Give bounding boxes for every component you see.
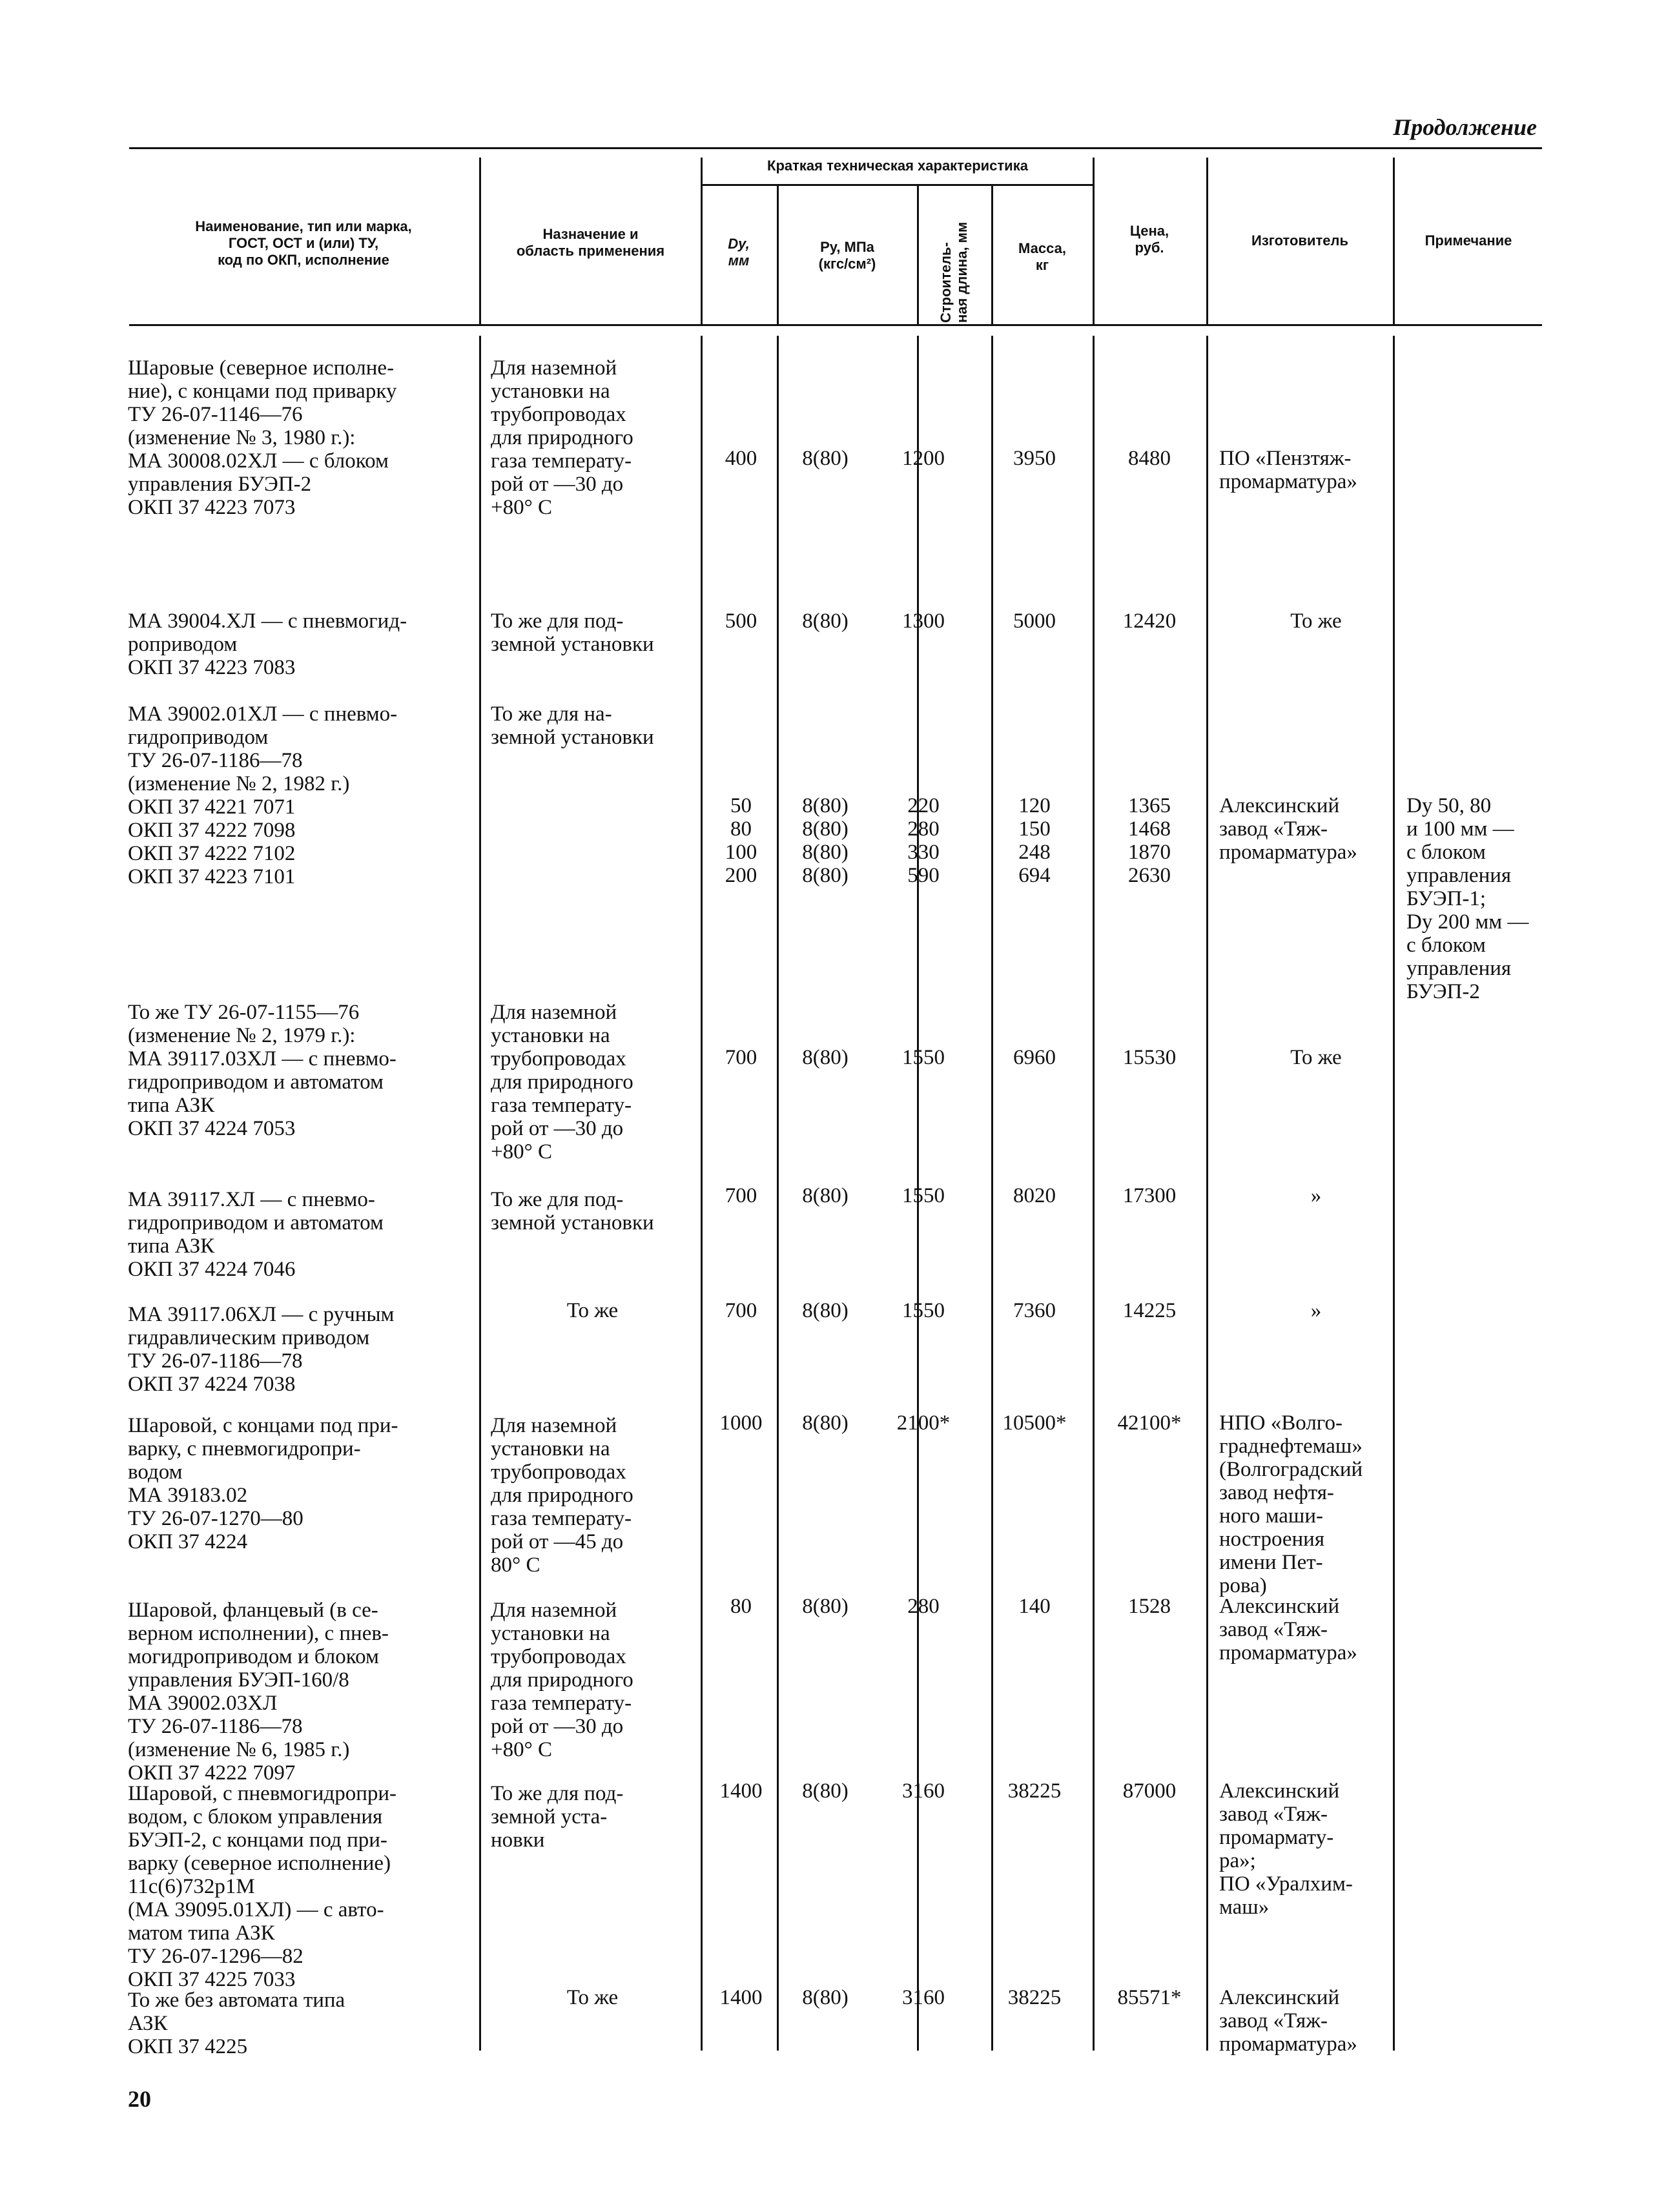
row-name: То же без автомата типа АЗК ОКП 37 4225 xyxy=(128,1989,345,2058)
header-divider xyxy=(917,184,919,324)
row-dy: 1400 xyxy=(719,1779,763,1803)
row-dy: 400 xyxy=(725,447,757,470)
header-price: Цена, руб. xyxy=(1129,223,1169,256)
row-mass: 3950 xyxy=(1013,447,1056,470)
row-dy: 700 xyxy=(725,1046,757,1069)
row-price: 1365 1468 1870 2630 xyxy=(1128,794,1171,887)
row-mass: 120 150 248 694 xyxy=(1018,794,1051,887)
row-py: 8(80) xyxy=(802,1046,849,1069)
row-manufacturer: Алексинский завод «Тяж- промарматура» xyxy=(1219,1986,1357,2056)
row-manufacturer: Алексинский завод «Тяж- промарматура» xyxy=(1219,1595,1357,1664)
header-top-rule xyxy=(129,147,1542,149)
row-name: Шаровой, с концами под при- варку, с пневмогидропри- водом МА 39183.02 ТУ 26-07-1270—80 ОКП 37 4224 xyxy=(128,1414,398,1553)
row-manufacturer: Алексинский завод «Тяж- промарматура» xyxy=(1219,794,1357,864)
header-note: Примечание xyxy=(1425,232,1512,249)
row-mass: 38225 xyxy=(1007,1986,1062,2009)
row-mass: 5000 xyxy=(1013,609,1056,633)
header-bottom-rule xyxy=(129,324,1542,326)
row-dy: 700 xyxy=(725,1184,757,1207)
column-divider xyxy=(479,336,481,2051)
header-divider xyxy=(479,158,481,324)
row-mass: 6960 xyxy=(1013,1046,1056,1069)
row-name: Шаровой, фланцевый (в се- верном исполнении), с пнев- могидроприводом и блоком управления БУЭП-160/8 МА 39002.03ХЛ ТУ 26-07-1186—78 (изменение № 6, 1985 г.) ОКП 37 4222 7097 xyxy=(128,1599,389,1785)
row-purpose: То же для на- земной установки xyxy=(491,702,654,749)
header-purpose: Назначение и область применения xyxy=(516,226,665,259)
row-py: 8(80) xyxy=(802,1184,849,1207)
row-purpose: То же xyxy=(566,1299,619,1322)
row-name: Шаровой, с пневмогидропри- водом, с блоком управления БУЭП-2, с концами под при- варку (северное исполнение) 11с(6)732р1М (МА 39095.01ХЛ) — с авто- матом типа АЗК ТУ 26-07-1296—82 ОКП 37 4225 7033 xyxy=(128,1782,397,1991)
row-price: 85571* xyxy=(1117,1986,1182,2009)
row-length: 1550 xyxy=(902,1184,945,1207)
row-length: 1550 xyxy=(902,1046,945,1069)
continuation-label: Продолжение xyxy=(1393,114,1537,140)
row-price: 17300 xyxy=(1122,1184,1177,1207)
row-purpose: То же для под- земной установки xyxy=(491,1188,654,1234)
row-purpose: Для наземной установки на трубопроводах для природного газа температу- рой от —30 до +80° С xyxy=(491,356,633,519)
row-py: 8(80) xyxy=(802,1411,849,1435)
row-mass: 38225 xyxy=(1007,1779,1062,1803)
row-price: 87000 xyxy=(1122,1779,1177,1803)
row-manufacturer: Алексинский завод «Тяж- промармату- ра»; ПО «Уралхим- маш» xyxy=(1219,1779,1353,1919)
row-note: Dу 50, 80 и 100 мм — с блоком управления БУЭП-1; Dу 200 мм — с блоком управления БУЭП-2 xyxy=(1406,794,1529,1003)
row-manufacturer: ПО «Пензтяж- промарматура» xyxy=(1219,447,1357,493)
row-manufacturer: То же xyxy=(1290,609,1342,633)
header-mass: Масса, кг xyxy=(1018,240,1066,273)
row-py: 8(80) xyxy=(802,1299,849,1322)
row-mass: 7360 xyxy=(1013,1299,1056,1322)
row-py: 8(80) xyxy=(802,1986,849,2009)
row-length: 1200 xyxy=(902,447,945,470)
row-manufacturer: » xyxy=(1310,1184,1322,1207)
page-number: 20 xyxy=(128,2086,151,2112)
row-py: 8(80) xyxy=(802,447,849,470)
row-purpose: То же для под- земной установки xyxy=(491,609,654,656)
row-purpose: Для наземной установки на трубопроводах для природного газа температу- рой от —30 до +80° С xyxy=(491,1599,633,1761)
row-price: 1528 xyxy=(1128,1595,1171,1618)
row-purpose: Для наземной установки на трубопроводах для природного газа температу- рой от —30 до +80° С xyxy=(491,1001,633,1163)
row-name: Шаровые (северное исполне- ние), с концами под приварку ТУ 26-07-1146—76 (изменение № 3, 1980 г.): МА 30008.02ХЛ — с блоком управления БУЭП-2 ОКП 37 4223 7073 xyxy=(128,356,397,519)
header-name: Наименование, тип или марка, ГОСТ, ОСТ и (или) ТУ, код по ОКП, исполнение xyxy=(195,218,412,268)
header-brief-spec: Краткая техническая характеристика xyxy=(767,158,1028,174)
row-name: То же ТУ 26-07-1155—76 (изменение № 2, 1979 г.): МА 39117.03ХЛ — с пневмо- гидроприводом и автоматом типа АЗК ОКП 37 4224 7053 xyxy=(128,1001,396,1140)
row-py: 8(80) 8(80) 8(80) 8(80) xyxy=(802,794,849,887)
row-price: 14225 xyxy=(1122,1299,1177,1322)
row-dy: 700 xyxy=(725,1299,757,1322)
row-manufacturer: НПО «Волго- граднефтемаш» (Волгоградский завод нефтя- ного маши- ностроения имени Пет- рова) xyxy=(1219,1411,1363,1597)
row-length: 280 xyxy=(907,1595,940,1618)
row-manufacturer: То же xyxy=(1290,1046,1342,1069)
header-dy: Dу, мм xyxy=(728,236,750,269)
row-py: 8(80) xyxy=(802,1595,849,1618)
spec-group-rule xyxy=(701,184,1093,186)
header-manufacturer: Изготовитель xyxy=(1251,232,1348,249)
header-divider xyxy=(1206,158,1208,324)
row-py: 8(80) xyxy=(802,609,849,633)
column-divider xyxy=(1206,336,1208,2051)
row-name: МА 39004.ХЛ — с пневмогид- роприводом ОКП 37 4223 7083 xyxy=(128,609,407,679)
row-purpose: То же для под- земной уста- новки xyxy=(491,1782,624,1852)
row-manufacturer: » xyxy=(1310,1299,1322,1322)
row-dy: 1000 xyxy=(719,1411,763,1435)
row-price: 12420 xyxy=(1122,609,1177,633)
row-mass: 8020 xyxy=(1013,1184,1056,1207)
row-name: МА 39117.06ХЛ — с ручным гидравлическим приводом ТУ 26-07-1186—78 ОКП 37 4224 7038 xyxy=(128,1303,395,1396)
row-purpose: То же xyxy=(566,1986,619,2009)
row-price: 8480 xyxy=(1128,447,1171,470)
row-price: 42100* xyxy=(1117,1411,1182,1435)
row-purpose: Для наземной установки на трубопроводах для природного газа температу- рой от —45 до 80° С xyxy=(491,1414,633,1577)
header-length: Строитель- ная длина, мм xyxy=(938,221,970,323)
row-length: 3160 xyxy=(902,1779,945,1803)
row-length: 2100* xyxy=(896,1411,951,1435)
row-length: 1300 xyxy=(902,609,945,633)
row-name: МА 39117.ХЛ — с пневмо- гидроприводом и автоматом типа АЗК ОКП 37 4224 7046 xyxy=(128,1188,384,1281)
row-dy: 80 xyxy=(730,1595,752,1618)
row-mass: 10500* xyxy=(1002,1411,1067,1435)
row-price: 15530 xyxy=(1122,1046,1177,1069)
row-length: 220 280 330 590 xyxy=(907,794,940,887)
row-mass: 140 xyxy=(1018,1595,1051,1618)
row-dy: 500 xyxy=(725,609,757,633)
row-dy: 1400 xyxy=(719,1986,763,2009)
row-length: 1550 xyxy=(902,1299,945,1322)
header-py: Pу, МПа (кгс/см²) xyxy=(818,239,876,272)
row-length: 3160 xyxy=(902,1986,945,2009)
row-dy: 50 80 100 200 xyxy=(725,794,757,887)
row-name: МА 39002.01ХЛ — с пневмо- гидроприводом ТУ 26-07-1186—78 (изменение № 2, 1982 г.) ОКП 37 4221 7071 ОКП 37 4222 7098 ОКП 37 4222 7102 ОКП 37 4223 7101 xyxy=(128,702,398,888)
row-py: 8(80) xyxy=(802,1779,849,1803)
